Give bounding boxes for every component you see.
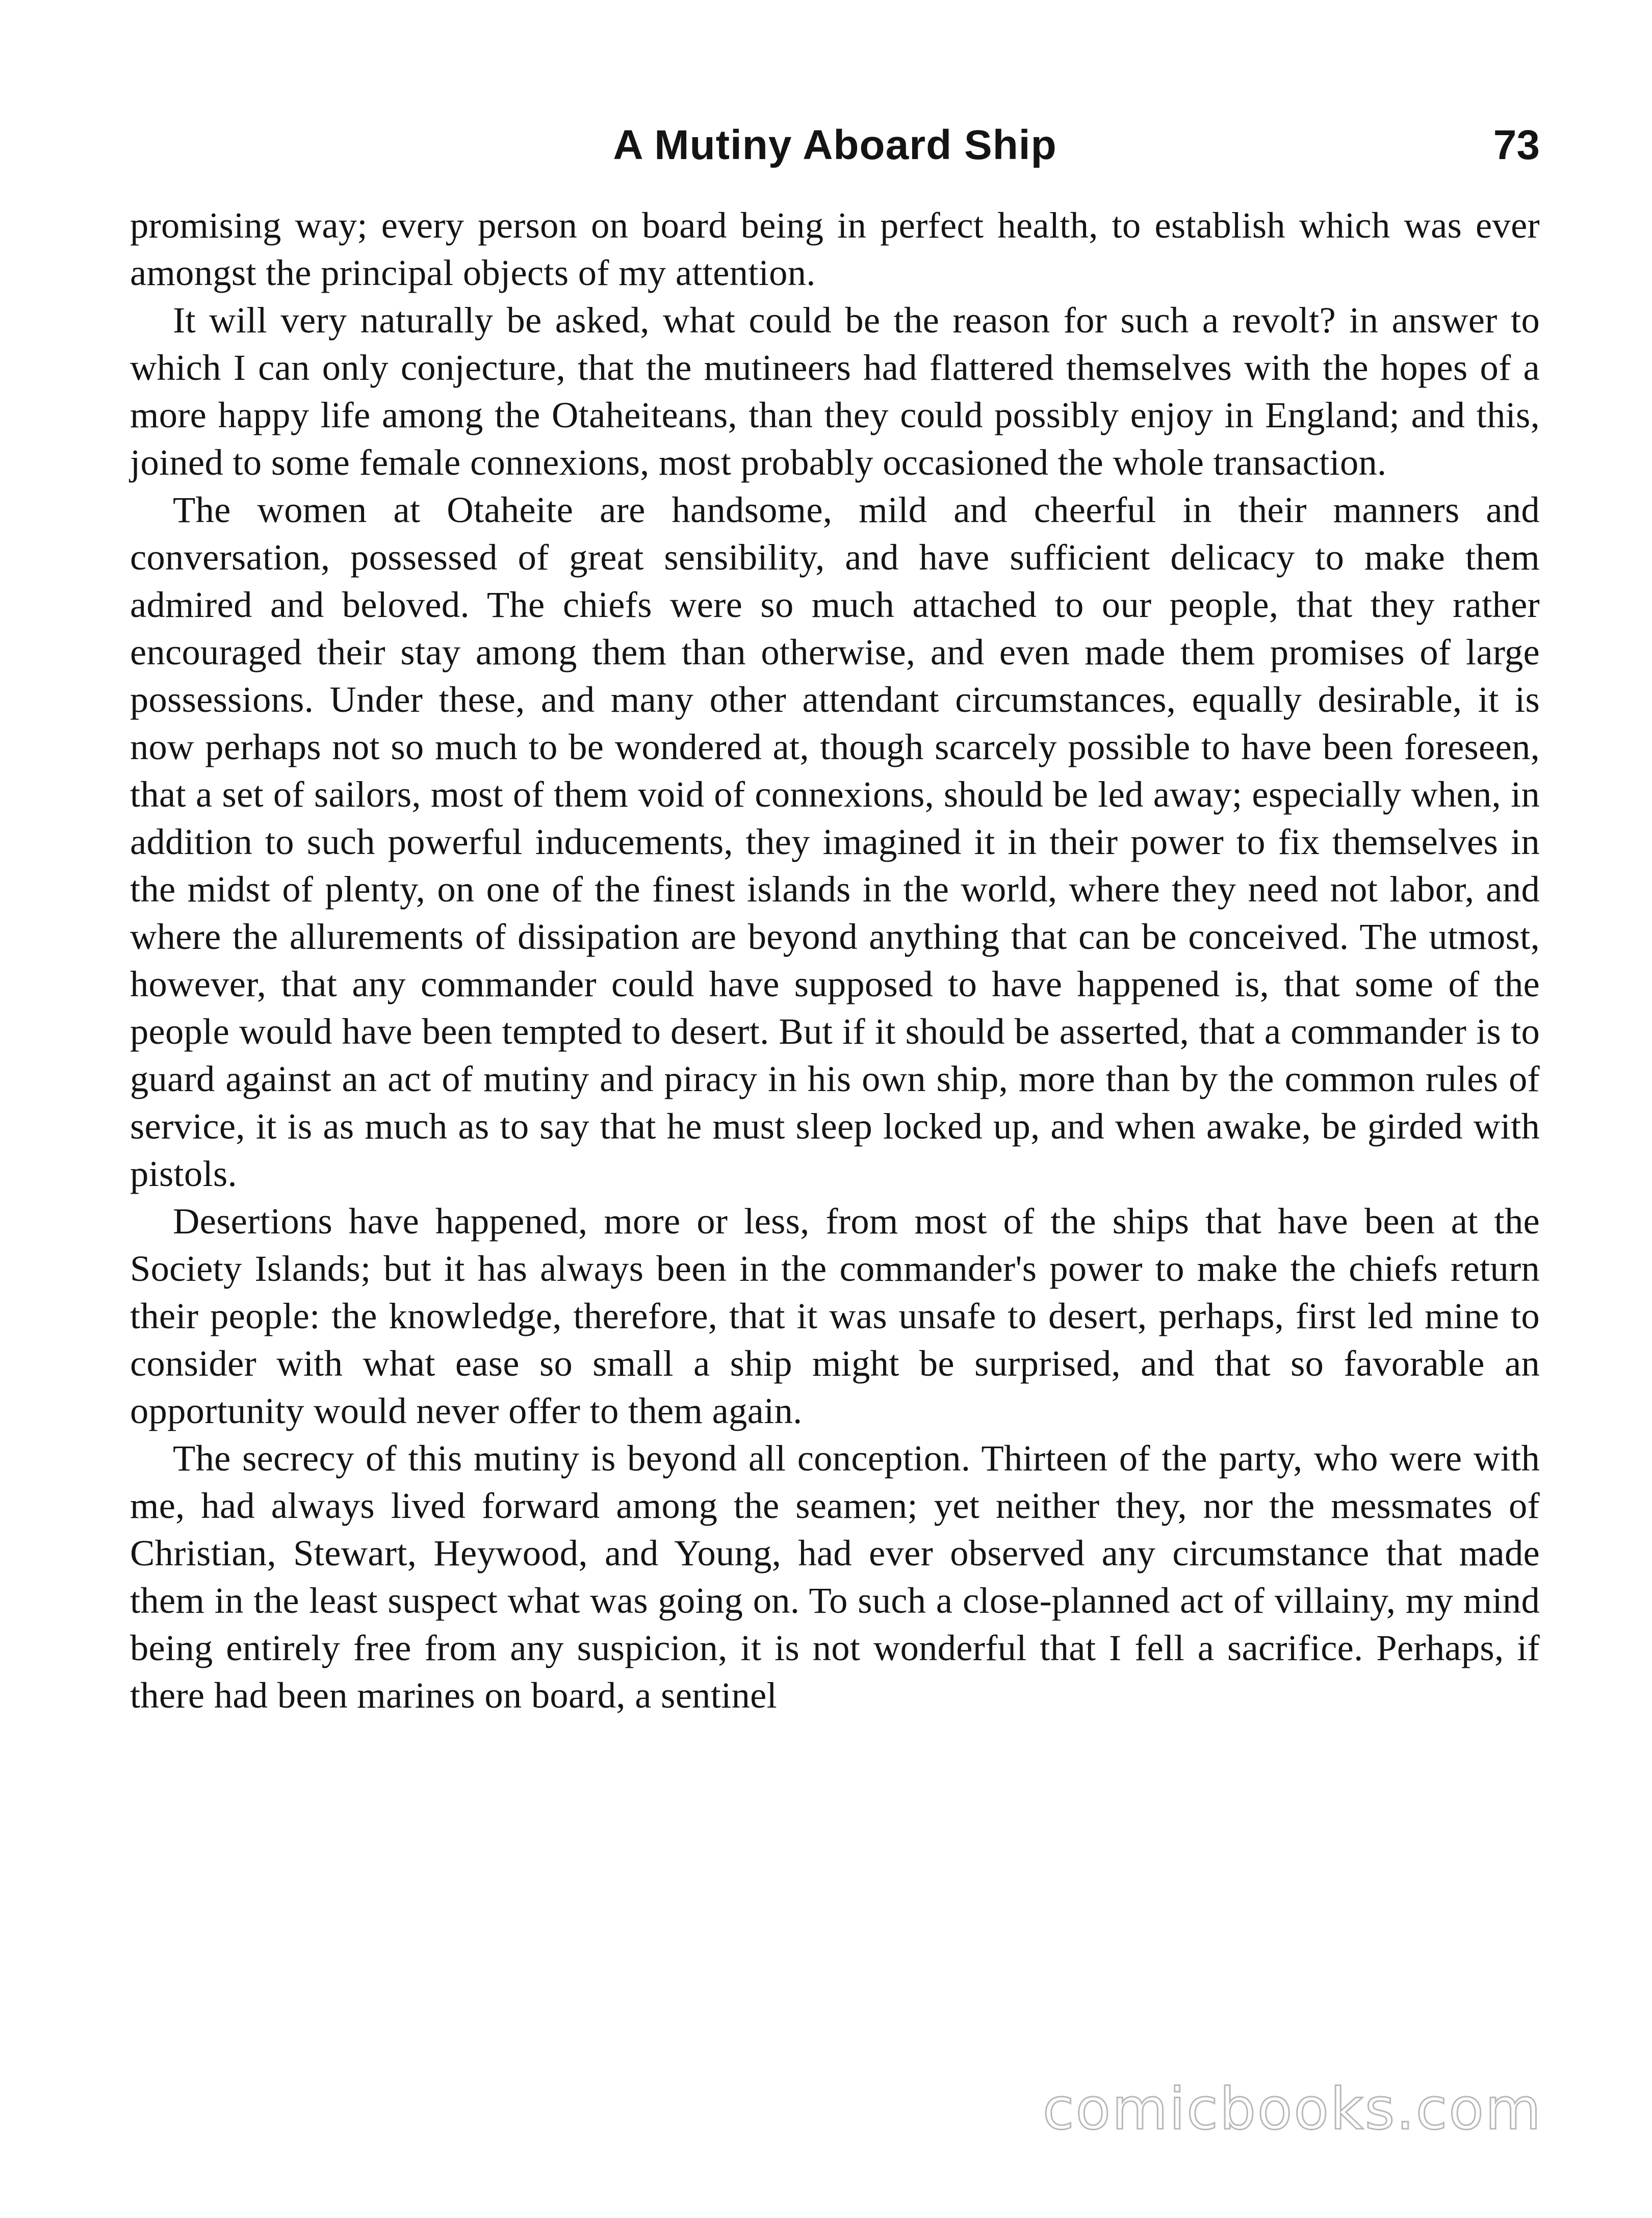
- page-header: [130, 120, 1540, 181]
- running-title: A Mutiny Aboard Ship: [613, 122, 1057, 168]
- paragraph-2: It will very naturally be asked, what could be the reason for such a revolt? in answer to which I can only conjecture, that the mutineers had flattered themselves with the hopes of a more happy life among the Otaheiteans, than they could possibly enjoy in England; and this, joined to some female connexions, most probably occasioned the whole transaction.: [130, 299, 1540, 483]
- paragraph-4: Desertions have happened, more or less, from most of the ships that have been at the Society Islands; but it has always been in the commander's power to make the chiefs return their people: the knowledge, therefore, that it was unsafe to desert, perhaps, first led mine to consider with what ease so small a ship might be surprised, and that so favorable an opportunity would never offer to them again.: [130, 1200, 1540, 1431]
- body-text: [130, 201, 1540, 1719]
- page-number: 73: [1493, 122, 1540, 168]
- paragraph-1: promising way; every person on board being in perfect health, to establish which was ever amongst the principal objects of my attention.: [130, 204, 1540, 293]
- paragraph-3: The women at Otaheite are handsome, mild and cheerful in their manners and conversation, possessed of great sensibility, and have sufficient delicacy to make them admired and beloved. The chiefs were so much attached to our people, that they rather encouraged their stay among them than otherwise, and even made them promises of large possessions. Under these, and many other attendant circumstances, equally desirable, it is now perhaps not so much to be wondered at, though scarcely possible to have been foreseen, that a set of sailors, most of them void of connexions, should be led away; especially when, in addition to such powerful inducements, they imagined it in their power to fix themselves in the midst of plenty, on one of the finest islands in the world, where they need not labor, and where the allurements of dissipation are beyond anything that can be conceived. The utmost, however, that any commander could have supposed to have happened is, that some of the people would have been tempted to desert. But if it should be asserted, that a commander is to guard against an act of mutiny and piracy in his own ship, more than by the common rules of service, it is as much as to say that he must sleep locked up, and when awake, be girded with pistols.: [130, 489, 1540, 1194]
- paragraph-5: The secrecy of this mutiny is beyond all conception. Thirteen of the party, who were with me, had always lived forward among the seamen; yet neither they, nor the messmates of Christian, Stewart, Heywood, and Young, had ever observed any circumstance that made them in the least suspect what was going on. To such a close-planned act of villainy, my mind being entirely free from any suspicion, it is not wonderful that I fell a sacrifice. Perhaps, if there had been marines on board, a sentinel: [130, 1437, 1540, 1716]
- watermark: comicbooks.com: [1042, 2076, 1542, 2143]
